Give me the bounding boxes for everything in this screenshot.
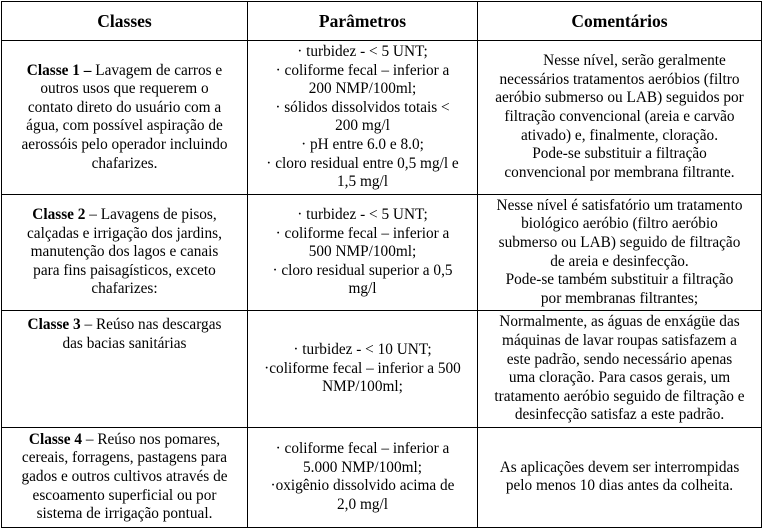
class-text: outros usos que requerem o <box>40 80 209 98</box>
parameter-line: ·coliforme fecal – inferior a 500 <box>264 359 461 377</box>
class-text: Lavagem de carros e <box>95 61 223 79</box>
class-text: aerossóis pelo operador incluindo <box>21 135 228 153</box>
comment-line: pelo menos 10 dias antes da colheita. <box>505 477 734 495</box>
table-row-classe-4 <box>2 427 762 527</box>
parameter-line: · cloro residual superior a 0,5 <box>272 261 453 279</box>
class-text: água, com possível aspiração de <box>26 117 223 135</box>
comment-line: ativado) e, finalmente, cloração. <box>520 126 719 144</box>
comment-line: filtração convencional (areia e carvão <box>504 108 735 126</box>
class-text: – Lavagens de pisos, <box>89 206 217 224</box>
class-label: Classe 4 <box>28 430 83 448</box>
class-label: Classe 3 <box>27 316 81 334</box>
table-row-classe-1 <box>2 41 762 195</box>
class-text: das bacias sanitárias <box>62 334 187 352</box>
parameter-line: · coliforme fecal – inferior a <box>275 440 450 458</box>
comment-line: uma cloração. Para casos gerais, um <box>508 369 731 387</box>
class-cell <box>2 194 248 311</box>
parameter-line: · pH entre 6.0 e 8.0; <box>301 135 424 153</box>
header-parametros: Parâmetros <box>248 2 478 41</box>
parameter-line: · turbidez - < 5 UNT; <box>297 206 428 224</box>
header-row <box>2 2 762 41</box>
parameters-cell <box>248 427 478 527</box>
parameter-line: ·oxigênio dissolvido acima de <box>270 477 455 495</box>
class-text: chafarizes: <box>91 280 158 298</box>
comment-line: Normalmente, as águas de enxágüe das <box>499 313 740 331</box>
parameters-cell <box>248 41 478 195</box>
table-row-classe-2 <box>2 194 762 311</box>
class-text: gados e outros cultivos através de <box>21 468 228 486</box>
comment-line: Nesse nível é satisfatório um tratamento <box>496 196 743 214</box>
parameter-line: 1,5 mg/l <box>337 173 388 191</box>
comments-cell <box>478 194 762 311</box>
class-text: sistema de irrigação pontual. <box>36 505 213 523</box>
parameters-cell <box>248 311 478 428</box>
comment-line: tratamento aeróbio seguido de filtração e <box>494 387 745 405</box>
comment-line: desinfecção satisfaz a este padrão. <box>514 406 725 424</box>
comment-line: As aplicações devem ser interrompidas <box>499 458 740 476</box>
class-label: Classe 2 <box>32 206 86 224</box>
class-cell <box>2 311 248 428</box>
parameter-line: 5.000 NMP/100ml; <box>303 458 422 476</box>
comment-line: de areia e desinfecção. <box>550 252 689 270</box>
class-cell <box>2 41 248 195</box>
class-text: cereais, forragens, pastagens para <box>21 449 228 467</box>
comment-line: este padrão, sendo necessário apenas <box>506 350 733 368</box>
comment-line: submerso ou LAB) seguido de filtração <box>498 233 741 251</box>
water-reuse-classes-table <box>1 1 762 528</box>
parameter-line: 2,0 mg/l <box>337 495 388 513</box>
header-classes: Classes <box>2 2 248 41</box>
parameter-line: 500 NMP/100ml; <box>308 243 417 261</box>
parameter-line: · turbidez - < 10 UNT; <box>293 341 432 359</box>
comment-line: necessários tratamentos aeróbios (filtro <box>499 70 740 88</box>
class-text: – Reúso nas descargas <box>84 316 222 334</box>
comments-cell <box>478 41 762 195</box>
class-text: calçadas e irrigação dos jardins, <box>27 224 222 242</box>
comment-line: aeróbio submerso ou LAB) seguidos por <box>495 89 744 107</box>
class-text: – Reúso nos pomares, <box>85 430 221 448</box>
class-text: manutenção dos lagos e canais <box>30 243 219 261</box>
comment-line: Pode-se substituir a filtração <box>532 145 707 163</box>
comment-line: Pode-se também substituir a filtração <box>505 271 734 289</box>
parameter-line: NMP/100ml; <box>322 378 403 396</box>
class-text: escoamento superficial ou por <box>32 486 217 504</box>
parameter-line: · coliforme fecal – inferior a <box>275 224 450 242</box>
parameter-line: · coliforme fecal – inferior a <box>275 61 450 79</box>
comment-line: por membranas filtrantes; <box>540 289 699 307</box>
class-text: chafarizes. <box>91 154 158 172</box>
parameter-line: · turbidez - < 5 UNT; <box>297 43 428 60</box>
comments-cell <box>478 311 762 428</box>
header-comentarios: Comentários <box>478 2 762 41</box>
parameter-line: mg/l <box>348 280 377 298</box>
parameter-line: 200 mg/l <box>335 117 390 135</box>
parameter-line: 200 NMP/100ml; <box>308 80 417 98</box>
parameter-line: · cloro residual entre 0,5 mg/l e <box>266 154 459 172</box>
parameters-cell <box>248 194 478 311</box>
comment-line: convencional por membrana filtrante. <box>504 163 735 181</box>
class-cell <box>2 427 248 527</box>
comments-cell <box>478 427 762 527</box>
class-text: contato direto do usuário com a <box>27 98 222 116</box>
parameter-line: · sólidos dissolvidos totais < <box>275 98 450 116</box>
class-label: Classe 1 – <box>26 61 92 79</box>
table-row-classe-3 <box>2 311 762 428</box>
comment-line: biológico aeróbio (filtro aeróbio <box>521 215 718 233</box>
comment-line: máquinas de lavar roupas satisfazem a <box>502 331 737 349</box>
class-text: para fins paisagísticos, exceto <box>33 261 216 279</box>
comment-line: Nesse nível, serão geralmente <box>543 52 726 70</box>
